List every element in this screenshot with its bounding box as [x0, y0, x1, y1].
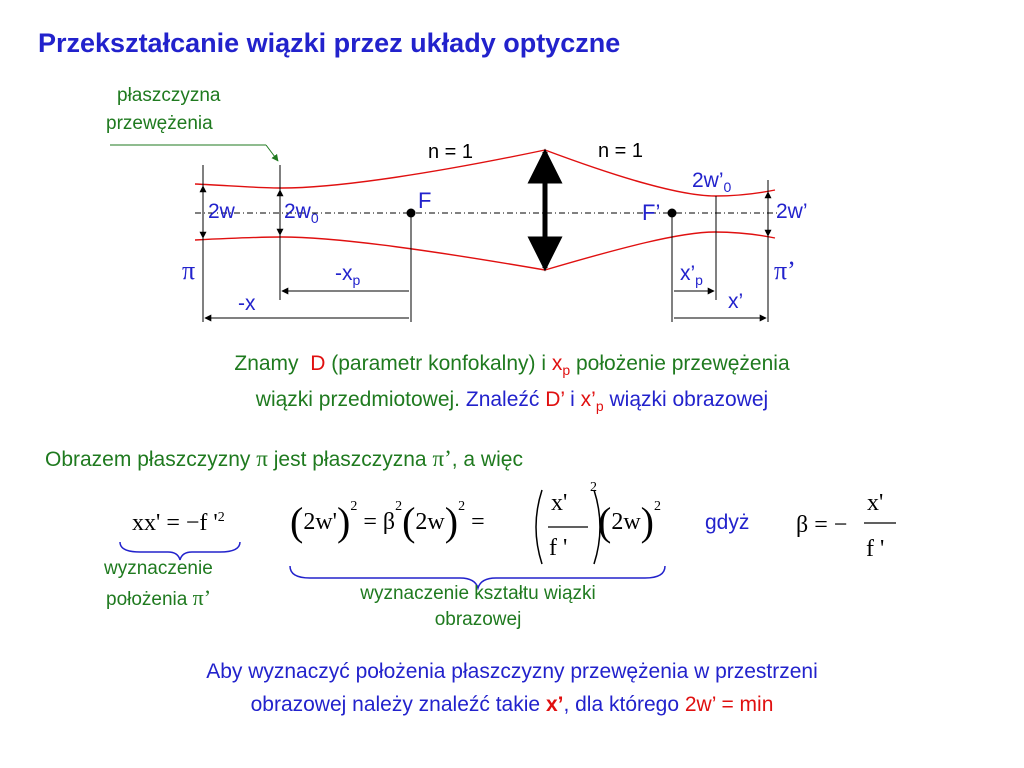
- label-2wp0: $2w’_0$: [692, 169, 732, 196]
- beam-lower-right: [545, 232, 775, 270]
- label-pi: π: [182, 256, 196, 285]
- because-label: gdyż: [705, 511, 750, 534]
- label-Fp: F’: [642, 200, 661, 225]
- beam-upper-right: [545, 150, 775, 196]
- focal-point-F: [407, 209, 416, 218]
- label-minus-x: -x: [238, 292, 256, 315]
- ratio-numerator: x': [551, 490, 568, 516]
- label-minus-xp: $-x_p$: [335, 262, 361, 289]
- paragraph-known-line1: Znamy D (parametr konfokalny) i $x_p$ położenie przewężenia: [234, 352, 790, 379]
- brace-left-label-1: wyznaczenie: [104, 558, 213, 579]
- waist-pointer-tip: [266, 145, 278, 161]
- page-title: Przekształcanie wiązki przez układy optyczne: [38, 28, 621, 58]
- optical-diagram: [0, 0, 1024, 340]
- label-2wp: 2w’: [776, 200, 808, 223]
- label-F: F: [418, 188, 432, 213]
- n-left-label: n = 1: [428, 141, 474, 163]
- newton-equation: xx' = −f '$^2$: [132, 510, 225, 536]
- beam-lower-left: [195, 237, 545, 270]
- n-right-label: n = 1: [598, 140, 644, 162]
- focal-point-Fp: [668, 209, 677, 218]
- waist-plane-label-1: płaszczyzna: [117, 85, 221, 106]
- paragraph-known-line2: wiązki przedmiotowej. Znaleźć D’ i $x’_p$ wiązki obrazowej: [255, 388, 769, 415]
- ratio-denominator: f ': [549, 535, 568, 561]
- beam-upper-left: [195, 150, 545, 188]
- paragraph-image-plane: Obrazem płaszczyzny π jest płaszczyzna π’, a więc: [45, 446, 523, 471]
- image-beam-term: $(2w)^2$: [598, 499, 661, 544]
- conclusion-line1: Aby wyznaczyć położenia płaszczyzny przewężenia w przestrzeni: [206, 660, 818, 683]
- magnification-numerator: x': [867, 490, 884, 516]
- brace-mid-label-1: wyznaczenie kształtu wiązki: [360, 583, 596, 604]
- brace-left-label-2: położenia π’: [106, 585, 212, 610]
- label-2w: 2w: [208, 200, 235, 223]
- conclusion-line2: obrazowej należy znaleźć takie x’, dla którego 2w’ = min: [250, 693, 774, 716]
- brace-mid-label-2: obrazowej: [434, 609, 522, 630]
- label-xpp: $x’_p$: [680, 262, 703, 289]
- magnification-equation: β = −: [796, 512, 848, 538]
- waist-plane-label-2: przewężenia: [106, 113, 213, 134]
- label-pip: π’: [774, 256, 796, 285]
- label-2w0: $2w_0$: [284, 200, 319, 227]
- beam-shape-equation: $(2w')^2 = \beta^2(2w)^2$ =: [290, 499, 485, 544]
- label-xp: x’: [728, 290, 744, 313]
- magnification-denominator: f ': [866, 536, 885, 562]
- ratio-exponent: 2: [590, 480, 597, 495]
